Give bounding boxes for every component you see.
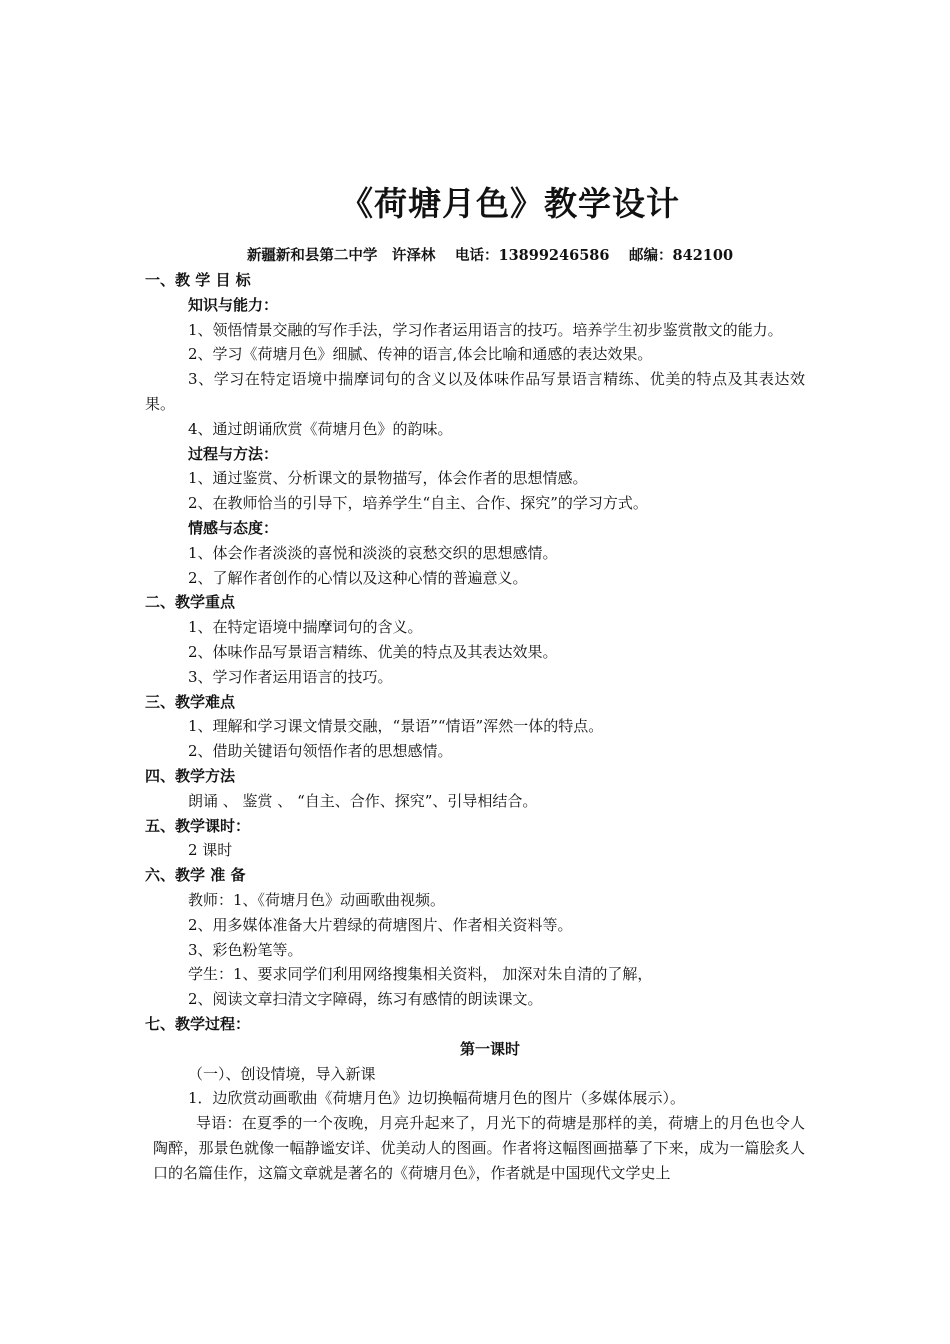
paragraph: 4、通过朗诵欣赏《荷塘月色》的韵味。 (188, 419, 453, 438)
paragraph: 1、通过鉴赏、分析课文的景物描写，体会作者的思想情感。 (188, 469, 588, 488)
list-item: 1、在特定语境中揣摩词句的含义。 (188, 618, 423, 637)
list-item: 1、理解和学习课文情景交融，“景语”“情语”浑然一体的特点。 (188, 717, 604, 736)
document-body (145, 268, 805, 1185)
subheading-emotion: 情感与态度： (188, 518, 279, 537)
paragraph (145, 318, 805, 343)
paragraph: 导语：在夏季的一个夜晚，月亮升起来了，月光下的荷塘是那样的美，荷塘上的月色也令人陶醉，那景色就像一幅静谧安详、优美动人的图画。作者将这幅图画描摹了下来，成为一篇脍炙人口的名篇佳作，这篇文章就是著名的《荷塘月色》，作者就是中国现代文学史上 (153, 1114, 805, 1182)
paragraph: 2 课时 (188, 841, 233, 860)
highlighted-text: 学生 (602, 320, 633, 339)
subheading-process: 过程与方法： (188, 444, 279, 463)
list-item: 3、彩色粉笔等。 (188, 940, 303, 959)
section-heading-difficulties: 三、教学难点 (145, 692, 236, 711)
list-item: 2、体味作品写景语言精练、优美的特点及其表达效果。 (188, 642, 558, 661)
subheading-knowledge: 知识与能力： (188, 295, 279, 314)
paragraph: 3、学习在特定语境中揣摩词句的含义以及体味作品写景语言精练、优美的特点及其表达效果。 (145, 370, 805, 413)
lesson-heading: 第一课时 (459, 1039, 520, 1058)
text-run: 1、领悟情景交融的写作手法，学习作者运用语言的技巧。培养 (188, 320, 603, 339)
paragraph: 2、了解作者创作的心情以及这种心情的普遍意义。 (188, 568, 528, 587)
document-title: 《荷塘月色》教学设计 (340, 184, 680, 223)
paragraph: （一）、创设情境，导入新课 (188, 1064, 376, 1083)
list-item: 3、学习作者运用语言的技巧。 (188, 667, 393, 686)
paragraph: 2、在教师恰当的引导下，培养学生“自主、合作、探究”的学习方式。 (188, 494, 648, 513)
section-heading-key-points: 二、教学重点 (145, 593, 236, 612)
author-line: 新疆新和县第二中学 许泽林 电话：13899246586 邮编：842100 (246, 247, 734, 264)
section-heading-preparation: 六、教学 准 备 (145, 866, 246, 885)
section-heading-periods: 五、教学课时： (145, 816, 251, 835)
list-item: 2、阅读文章扫清文字障碍，练习有感情的朗读课文。 (188, 990, 543, 1009)
paragraph: 2、学习《荷塘月色》细腻、传神的语言,体会比喻和通感的表达效果。 (188, 345, 653, 364)
section-heading-objectives: 一、教 学 目 标 (145, 271, 251, 289)
section-heading-methods: 四、教学方法 (145, 766, 236, 785)
text-run: 初步鉴赏散文的能力。 (632, 320, 783, 339)
paragraph: 1、体会作者淡淡的喜悦和淡淡的哀愁交织的思想感情。 (188, 543, 558, 562)
list-item: 2、借助关键语句领悟作者的思想感情。 (188, 742, 453, 761)
list-item: 教师：1、《荷塘月色》动画歌曲视频。 (188, 890, 446, 909)
paragraph: 朗诵 、 鉴赏 、 “自主、合作、探究”、引导相结合。 (188, 791, 538, 810)
section-heading-process: 七、教学过程： (145, 1014, 251, 1033)
paragraph: 1．边欣赏动画歌曲《荷塘月色》边切换幅荷塘月色的图片（多媒体展示）。 (188, 1089, 686, 1108)
list-item: 学生：1、要求同学们利用网络搜集相关资料， 加深对朱自清的了解， (188, 965, 653, 984)
list-item: 2、用多媒体准备大片碧绿的荷塘图片、作者相关资料等。 (188, 915, 573, 934)
